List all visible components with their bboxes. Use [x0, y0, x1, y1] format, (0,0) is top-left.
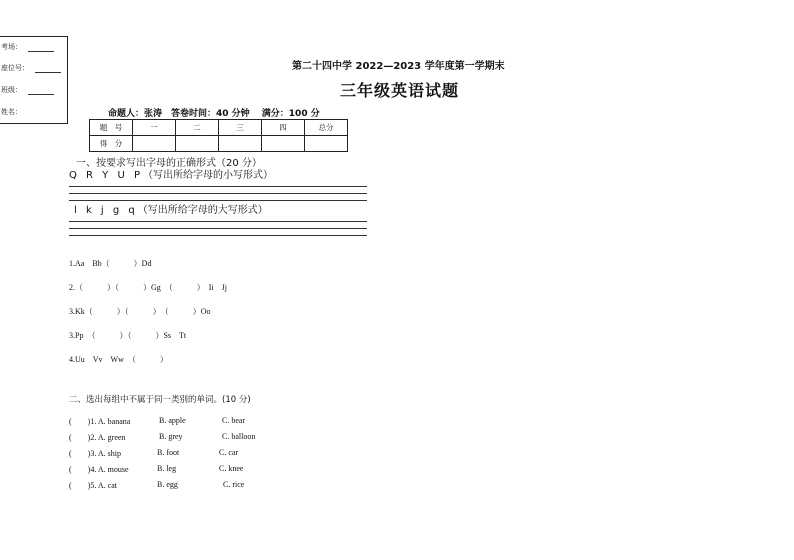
section1-heading: 一、按要求写出字母的正确形式（20 分）: [76, 158, 262, 169]
exam-meta: 命题人：张涛 答卷时间：40 分钟 满分：100 分: [108, 109, 320, 119]
option-c[interactable]: C. knee: [219, 464, 244, 473]
exam-room-label: 考场：: [1, 43, 22, 51]
score-input-cell[interactable]: [305, 136, 348, 152]
table-cell: 得 分: [90, 136, 133, 152]
score-input-cell[interactable]: [176, 136, 219, 152]
seat-number-label: 座位号：: [1, 64, 29, 72]
score-table-score-row: [90, 136, 348, 152]
exam-room-field: [1, 42, 54, 52]
option-c[interactable]: C. balloon: [222, 432, 256, 441]
score-table-header-row: [90, 120, 348, 136]
option-b[interactable]: B. apple: [159, 416, 186, 425]
class-label: 班级：: [1, 86, 22, 94]
uppercase-task-letters: l k j g q: [74, 205, 138, 216]
section1-part2: [74, 201, 268, 216]
table-cell: 二: [176, 120, 219, 136]
name-field: [1, 107, 22, 117]
writing-line[interactable]: [69, 228, 367, 229]
seat-number-blank[interactable]: [35, 72, 61, 73]
class-field: [1, 85, 54, 95]
table-cell: 四: [262, 120, 305, 136]
lowercase-task-letters: Q R Y U P: [69, 170, 143, 181]
alphabet-fill-line-3[interactable]: 3.Kk（ ）（ ） （ ）Oo: [69, 307, 211, 316]
alphabet-fill-line-2[interactable]: 2.（ ）（ ）Gg （ ） Ii Jj: [69, 283, 227, 292]
class-blank[interactable]: [28, 94, 54, 95]
writing-line[interactable]: [69, 235, 367, 236]
option-c[interactable]: C. bear: [222, 416, 246, 425]
lowercase-task-hint: （写出所给字母的小写形式）: [143, 170, 273, 181]
option-b[interactable]: B. egg: [157, 480, 178, 489]
section2-heading: 二、选出每组中不属于同一类别的单词。(10 分): [69, 395, 251, 405]
page-title: 三年级英语试题: [340, 81, 460, 100]
section1-part1: [69, 166, 273, 181]
table-cell: 一: [133, 120, 176, 136]
student-info-box: [0, 36, 68, 124]
uppercase-task-hint: （写出所给字母的大写形式）: [137, 205, 268, 216]
option-c[interactable]: C. rice: [223, 480, 245, 489]
option-a[interactable]: ( )3. A. ship: [69, 449, 121, 458]
option-b[interactable]: B. foot: [157, 448, 180, 457]
option-a[interactable]: ( )5. A. cat: [69, 481, 117, 490]
score-input-cell[interactable]: [219, 136, 262, 152]
score-table: [89, 119, 348, 152]
writing-line[interactable]: [69, 193, 367, 194]
alphabet-fill-line-4[interactable]: 3.Pp （ ）（ ）Ss Tt: [69, 331, 187, 340]
option-b[interactable]: B. leg: [157, 464, 177, 473]
table-cell: 题 号: [90, 120, 133, 136]
score-input-cell[interactable]: [133, 136, 176, 152]
option-b[interactable]: B. grey: [159, 432, 183, 441]
writing-line[interactable]: [69, 186, 367, 187]
school-year-line: 第二十四中学 2022—2023 学年度第一学期末: [292, 61, 505, 72]
option-c[interactable]: C. car: [219, 448, 239, 457]
alphabet-fill-line-1[interactable]: 1.Aa Bb（ ）Dd: [69, 259, 152, 268]
score-input-cell[interactable]: [262, 136, 305, 152]
table-cell: 总分: [305, 120, 348, 136]
writing-line[interactable]: [69, 221, 367, 222]
alphabet-fill-line-5[interactable]: 4.Uu Vv Ww （ ）: [69, 355, 168, 364]
option-a[interactable]: ( )2. A. green: [69, 433, 126, 442]
seat-number-field: [1, 63, 61, 73]
exam-room-blank[interactable]: [28, 51, 54, 52]
table-cell: 三: [219, 120, 262, 136]
option-a[interactable]: ( )1. A. banana: [69, 417, 131, 426]
option-a[interactable]: ( )4. A. mouse: [69, 465, 129, 474]
name-label: 姓名：: [1, 108, 22, 116]
